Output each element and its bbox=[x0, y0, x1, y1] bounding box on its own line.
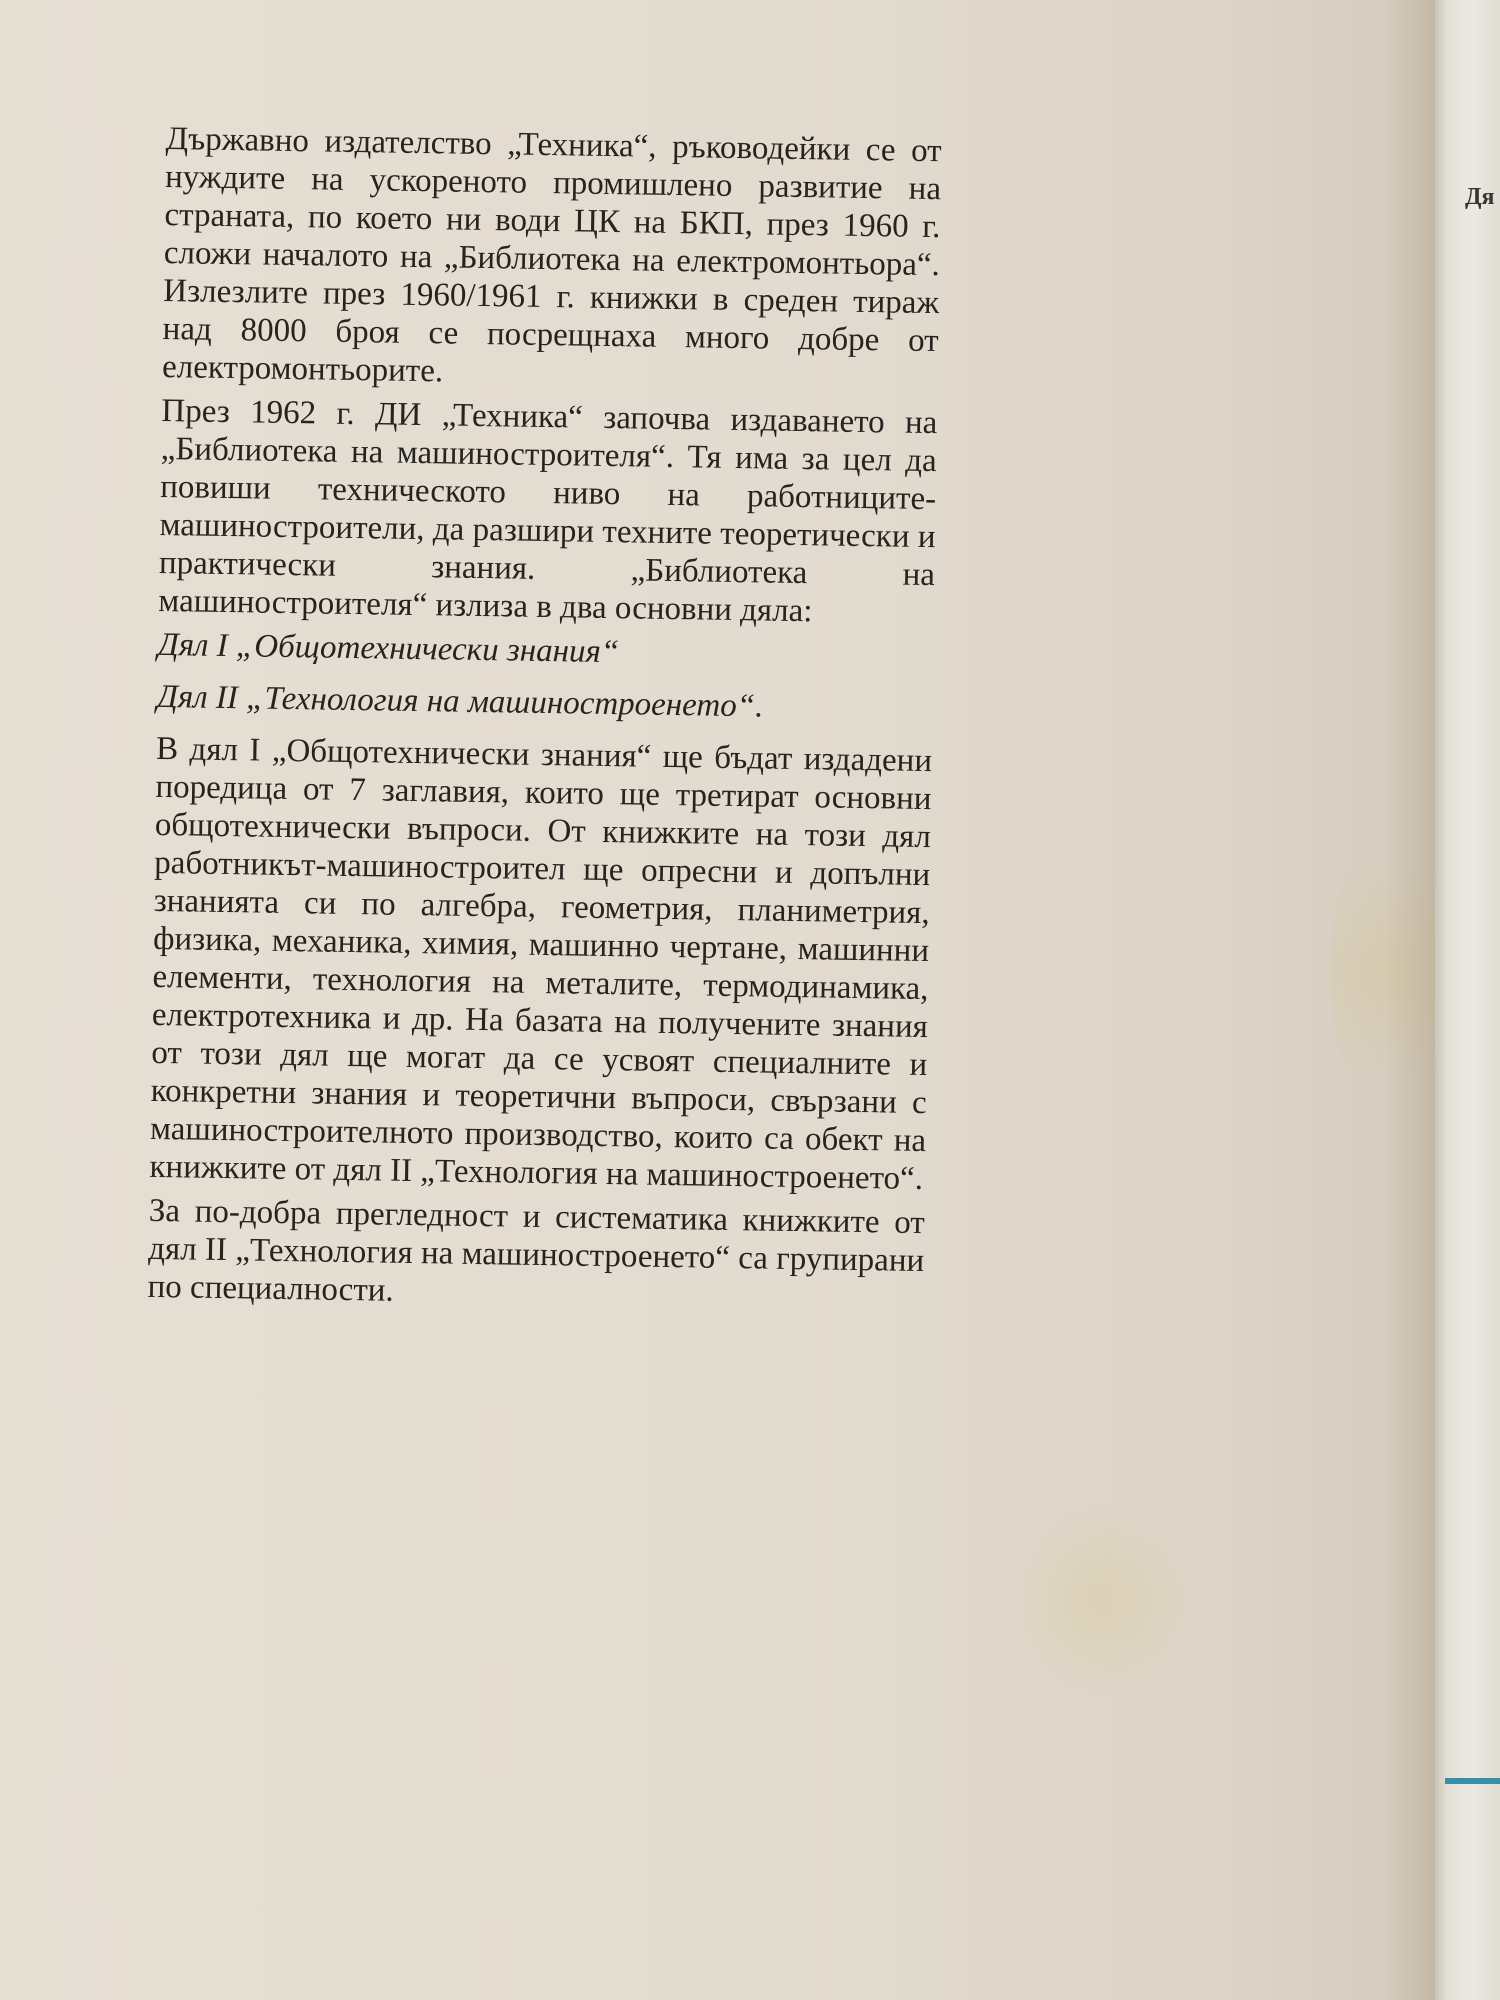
adjacent-page-rule bbox=[1445, 1778, 1500, 1784]
paragraph-section-one: В дял I „Общотехнически знания“ ще бъдат издадени поредица от 7 заглавия, които ще третират основни общотехнически въпроси. От книжките на този дял работникът-машиностроител ще опресни и допълни знанията си по алгебра, геометрия, планиметрия, физика, механика, химия, машинно чертане, машинни елементи, технология на металите, термодинамика, електротехника и др. На базата на получените знания от този дял ще могат да се усвоят специалните и конкретни знания и теоретични въпроси, свързани с машиностроителното производство, които са обект на книжките от дял II „Технология на машиностроенето“. bbox=[149, 730, 933, 1198]
section-one-title: Дял I „Общотехнически знания“ bbox=[157, 626, 620, 671]
adjacent-page-text: Дя bbox=[1465, 184, 1495, 210]
paper-stain bbox=[1000, 1500, 1200, 1700]
page-gutter-shadow bbox=[1385, 0, 1435, 2000]
paragraph-intro: Държавно издателство „Техника“, ръководейки се от нуждите на ускореното промишлено развитие на страната, по което ни води ЦК на БКП, през 1960 г. сложи началото на „Библиотека на електромонтьора“. Излезлите през 1960/1961 г. книжки в среден тираж над 8000 броя се посрещнаха много добре от електромонтьорите. bbox=[161, 120, 942, 390]
adjacent-page bbox=[1435, 0, 1500, 2000]
text-column bbox=[147, 120, 942, 1324]
section-two-title: Дял II „Технология на машиностроенето“. bbox=[156, 678, 764, 725]
paragraph-library: През 1962 г. ДИ „Техника“ започва издаването на „Библиотека на машиностроителя“. Тя има за цел да повиши техническото ниво на работниците-машиностроители, да разшири техните теоретически и практически знания. „Библиотека на машиностроителя“ излиза в два основни дяла: bbox=[158, 392, 938, 630]
paragraph-grouping: За по-добра прегледност и систематика книжките от дял II „Технология на машиностроенето“ са групирани по специалности. bbox=[147, 1192, 926, 1309]
